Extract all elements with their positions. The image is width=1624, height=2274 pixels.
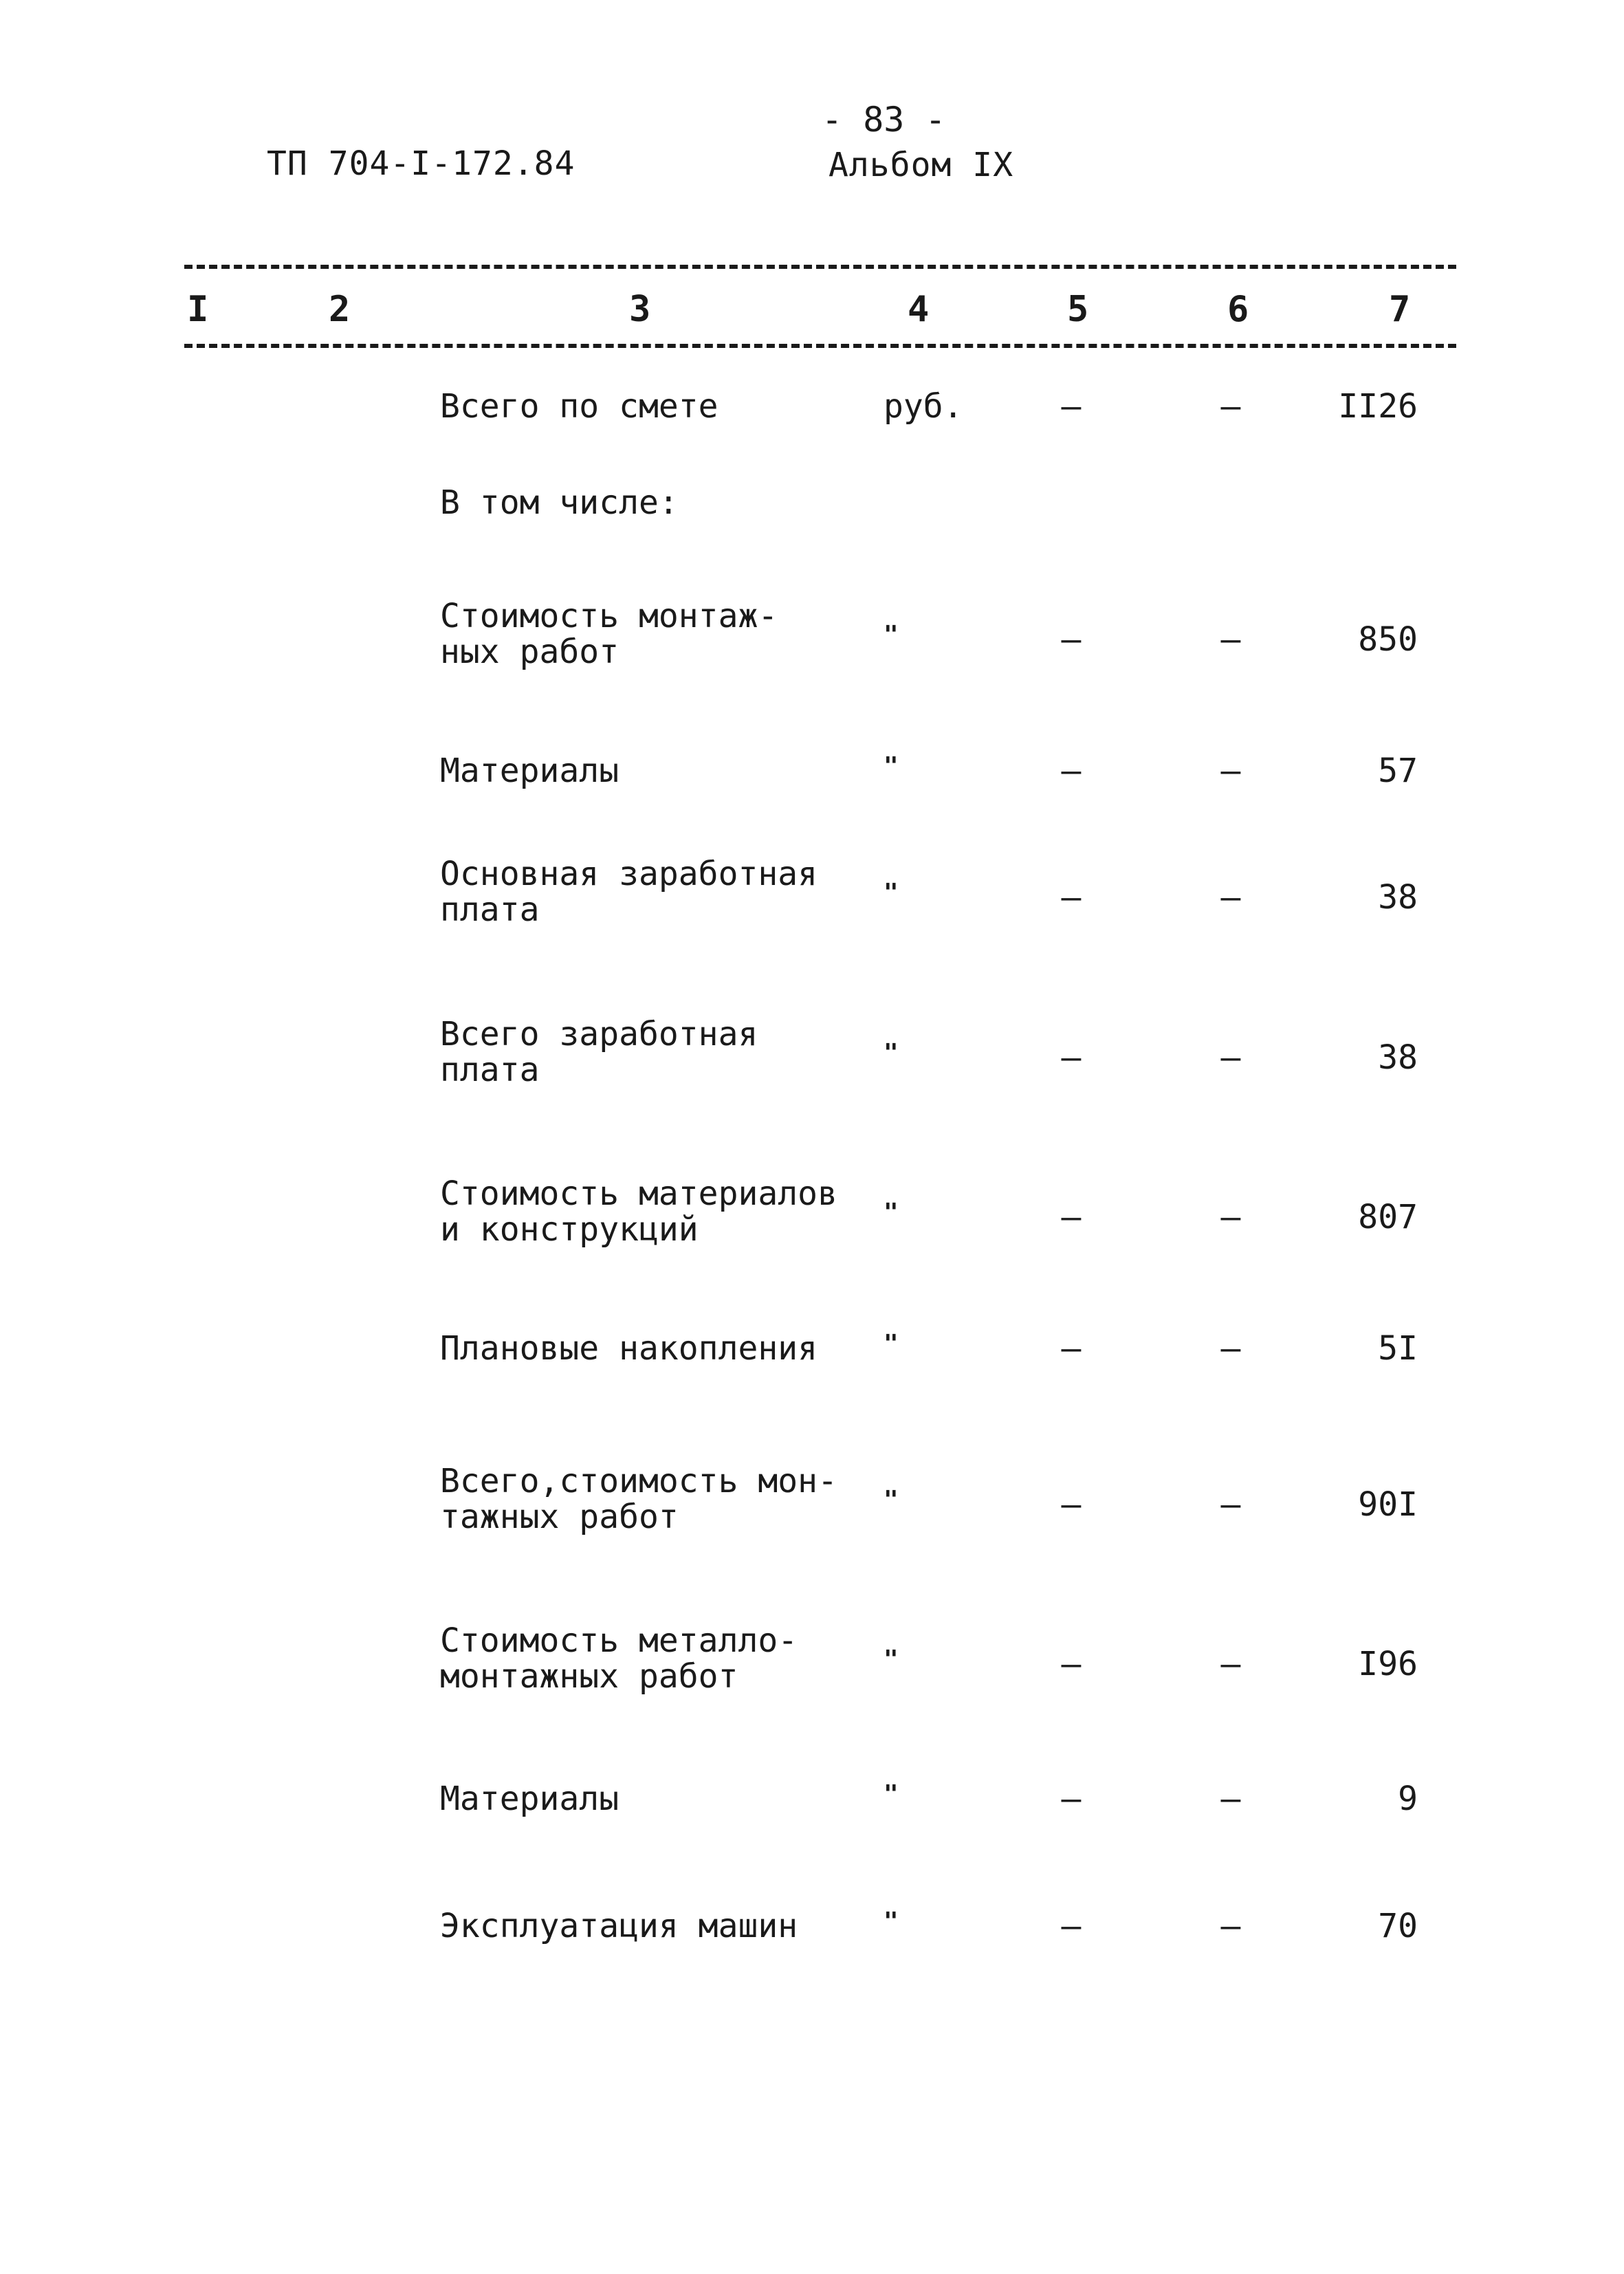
item-unit: ": [884, 1646, 899, 1674]
item-value: II26: [1338, 387, 1418, 426]
item-col5: –: [1061, 1780, 1082, 1818]
item-name: В том числе:: [440, 483, 679, 522]
item-name: Всего по смете: [440, 387, 718, 426]
column-header-1: I: [187, 289, 209, 330]
item-name: Всего,стоимость мон- тажных работ: [440, 1462, 837, 1536]
item-value: 850: [1358, 620, 1418, 659]
item-col6: –: [1220, 387, 1241, 426]
item-unit: ": [884, 752, 899, 780]
item-value: 57: [1378, 752, 1418, 790]
column-header-2: 2: [329, 289, 351, 330]
item-col6: –: [1220, 1198, 1241, 1236]
item-name: Стоимость материалов и конструкций: [440, 1174, 837, 1249]
item-col6: –: [1220, 1485, 1241, 1524]
item-unit: ": [884, 621, 899, 649]
item-col5: –: [1061, 620, 1082, 659]
column-header-4: 4: [908, 289, 930, 330]
column-header-5: 5: [1067, 289, 1089, 330]
item-value: 807: [1358, 1198, 1418, 1236]
item-unit: ": [884, 1039, 899, 1067]
item-col6: –: [1220, 1329, 1241, 1368]
item-value: 38: [1378, 878, 1418, 917]
item-unit: руб.: [884, 387, 963, 426]
item-col5: –: [1061, 1907, 1082, 1945]
item-col6: –: [1220, 1780, 1241, 1818]
item-name: Материалы: [440, 1780, 619, 1818]
item-col5: –: [1061, 1038, 1082, 1077]
item-col5: –: [1061, 752, 1082, 790]
header-bottom-rule: [184, 344, 1456, 348]
item-unit: ": [884, 1780, 899, 1808]
item-name: Эксплуатация машин: [440, 1907, 798, 1945]
item-col6: –: [1220, 878, 1241, 917]
item-unit: ": [884, 1486, 899, 1514]
item-col6: –: [1220, 752, 1241, 790]
item-name: Материалы: [440, 752, 619, 790]
item-value: 9: [1398, 1780, 1418, 1818]
item-col6: –: [1220, 620, 1241, 659]
item-col5: –: [1061, 387, 1082, 426]
item-name: Стоимость металло- монтажных работ: [440, 1621, 798, 1696]
item-col6: –: [1220, 1038, 1241, 1077]
item-name: Стоимость монтаж- ных работ: [440, 597, 778, 671]
item-unit: ": [884, 1330, 899, 1358]
album-label: Альбом IX: [829, 146, 1014, 184]
document-code: ТП 704-I-172.84: [267, 144, 575, 183]
item-col5: –: [1061, 1329, 1082, 1368]
item-value: I96: [1358, 1645, 1418, 1683]
item-unit: ": [884, 879, 899, 907]
item-unit: ": [884, 1907, 899, 1936]
page-number: - 83 -: [822, 100, 946, 140]
item-col5: –: [1061, 878, 1082, 917]
item-col5: –: [1061, 1198, 1082, 1236]
item-name: Плановые накопления: [440, 1329, 818, 1368]
item-col6: –: [1220, 1907, 1241, 1945]
item-unit: ": [884, 1199, 899, 1227]
item-col5: –: [1061, 1485, 1082, 1524]
item-value: 38: [1378, 1038, 1418, 1077]
item-name: Всего заработная плата: [440, 1015, 758, 1089]
column-header-7: 7: [1389, 289, 1411, 330]
header-top-rule: [184, 265, 1456, 269]
column-header-6: 6: [1227, 289, 1249, 330]
item-col5: –: [1061, 1645, 1082, 1683]
item-col6: –: [1220, 1645, 1241, 1683]
item-value: 70: [1378, 1907, 1418, 1945]
item-value: 5I: [1378, 1329, 1418, 1368]
item-name: Основная заработная плата: [440, 855, 818, 929]
column-header-3: 3: [629, 289, 651, 330]
item-value: 90I: [1358, 1485, 1418, 1524]
